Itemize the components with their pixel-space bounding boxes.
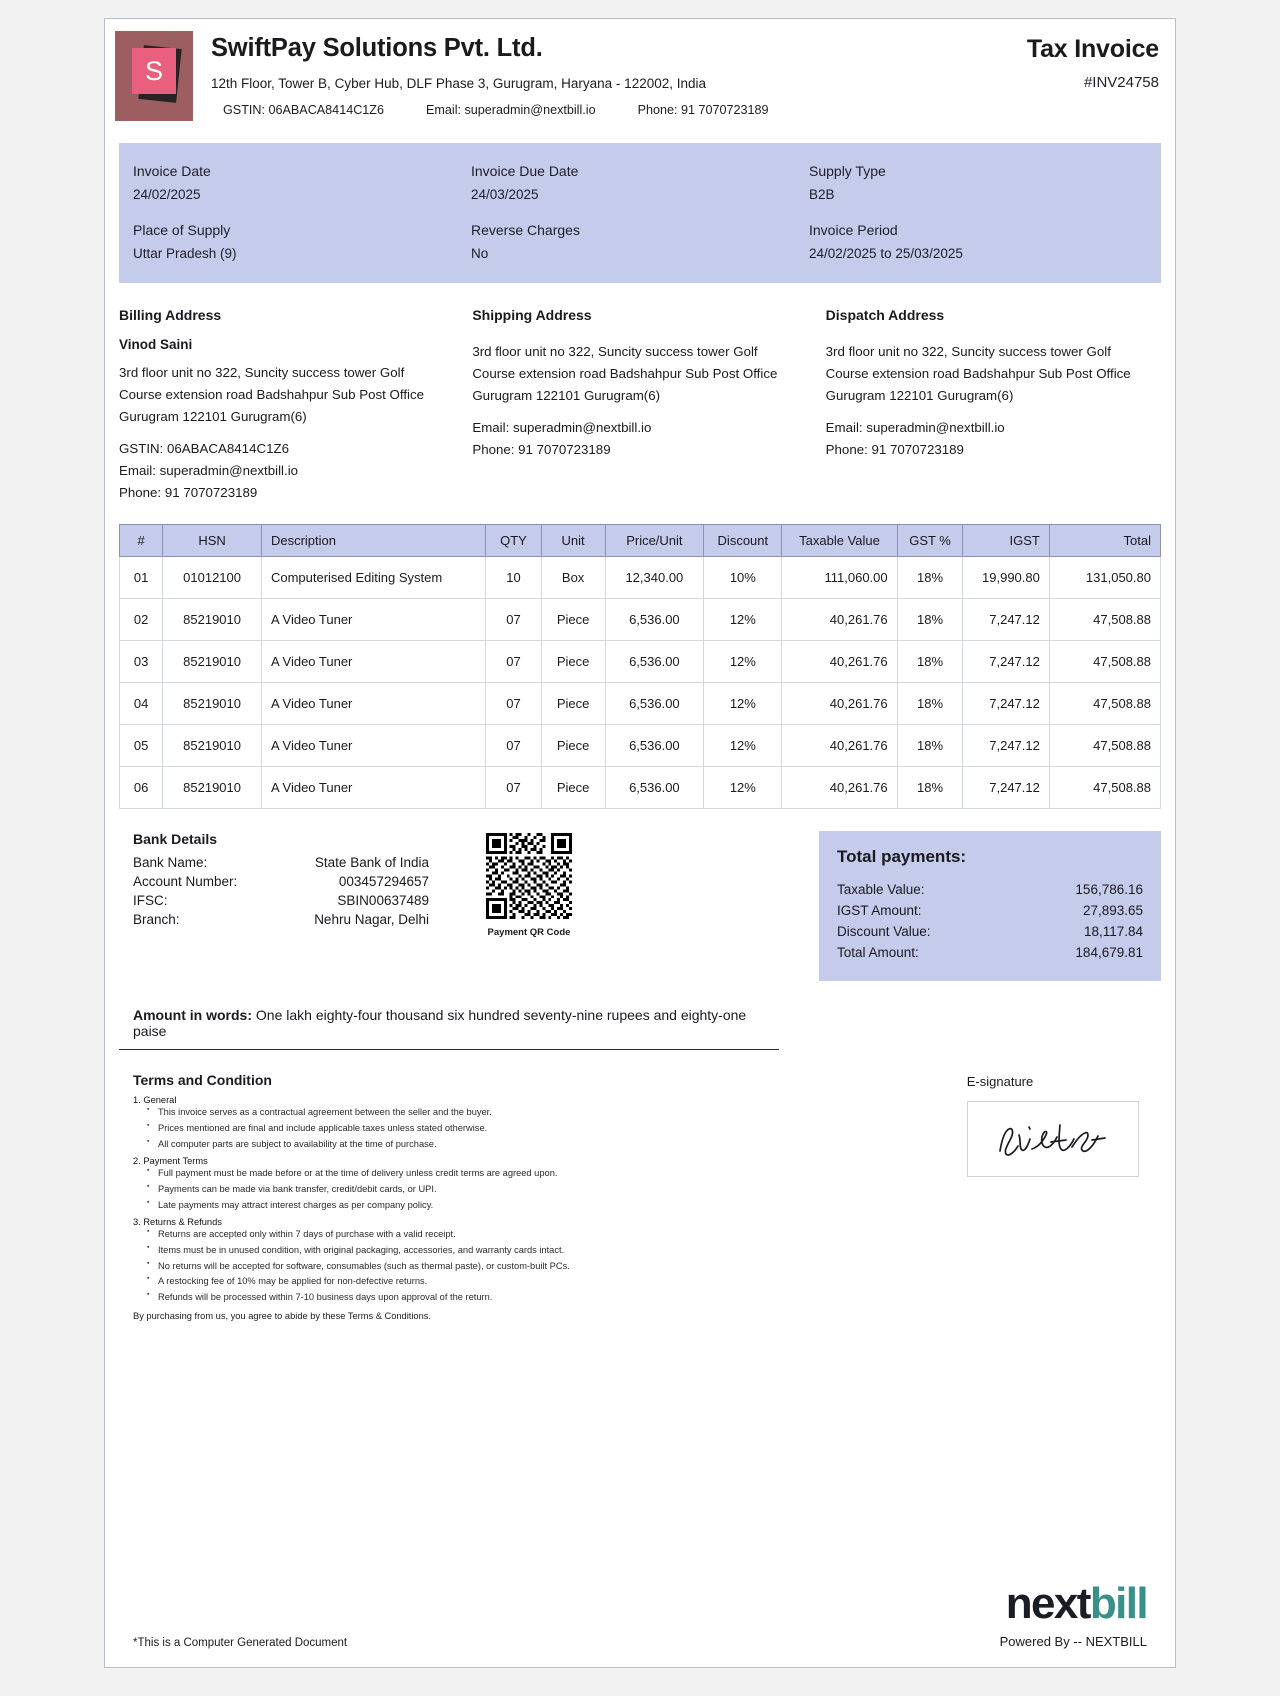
totals-discount-row	[837, 921, 1143, 942]
cell-hsn: 85219010	[163, 682, 262, 724]
cell-total: 47,508.88	[1049, 598, 1160, 640]
cell-hsn: 85219010	[163, 640, 262, 682]
cell-unit: Piece	[541, 682, 605, 724]
shipping-email: Email: superadmin@nextbill.io	[472, 419, 652, 435]
bank-details-title: Bank Details	[133, 830, 218, 847]
billing-address-block	[119, 307, 454, 504]
cell-discount: 12%	[704, 598, 782, 640]
col-header-description: Description	[261, 524, 485, 556]
cell-description: A Video Tuner	[261, 724, 485, 766]
bank-branch-value: Nehru Nagar, Delhi	[314, 911, 429, 927]
brand-row	[133, 1579, 1147, 1628]
table-row	[120, 724, 1161, 766]
cell-hsn: 85219010	[163, 766, 262, 808]
cell-qty: 07	[486, 682, 542, 724]
cell-description: A Video Tuner	[261, 598, 485, 640]
document-title: Tax Invoice	[1026, 35, 1159, 63]
terms-title: Terms and Condition	[133, 1071, 272, 1088]
col-header-unit: Unit	[541, 524, 605, 556]
cell-taxable-value: 40,261.76	[782, 724, 897, 766]
cell-discount: 12%	[704, 682, 782, 724]
signature-label: E-signature	[966, 1073, 1034, 1089]
table-row	[120, 682, 1161, 724]
cell-hsn: 85219010	[163, 598, 262, 640]
cell-description: Computerised Editing System	[261, 556, 485, 598]
bank-ifsc-label: IFSC:	[133, 892, 168, 908]
list-item: ▪ Refunds will be processed within 7-10 business days upon approval of the return.	[147, 1290, 839, 1306]
list-item: ▪ This invoice serves as a contractual agreement between the seller and the buyer.	[147, 1105, 839, 1121]
cell-gst-pct: 18%	[897, 598, 963, 640]
cell-taxable-value: 40,261.76	[782, 682, 897, 724]
dispatch-line-1: 3rd floor unit no 322, Suncity success tower Golf	[825, 344, 1111, 359]
company-email: Email: superadmin@nextbill.io	[426, 102, 596, 117]
cell-gst-pct: 18%	[897, 682, 963, 724]
nextbill-logo	[1005, 1579, 1147, 1628]
cell-igst: 19,990.80	[963, 556, 1049, 598]
col-header-taxable-value: Taxable Value	[782, 524, 897, 556]
field-place-of-supply	[133, 222, 471, 261]
cell-total: 131,050.80	[1049, 556, 1160, 598]
cell-price-unit: 6,536.00	[605, 766, 704, 808]
company-gstin: GSTIN: 06ABACA8414C1Z6	[223, 102, 384, 117]
terms-section-general-title: 1. General	[133, 1094, 177, 1105]
bank-branch-row	[133, 910, 429, 929]
cell-taxable-value: 40,261.76	[782, 598, 897, 640]
shipping-phone: Phone: 91 7070723189	[472, 441, 611, 457]
bank-name-row	[133, 853, 429, 872]
cell-discount: 10%	[704, 556, 782, 598]
signature-block	[839, 1072, 1161, 1322]
cell-description: A Video Tuner	[261, 682, 485, 724]
bank-ifsc-row	[133, 891, 429, 910]
list-item: ▪ Late payments may attract interest charges as per company policy.	[147, 1198, 839, 1214]
cell-discount: 12%	[704, 766, 782, 808]
qr-code-icon[interactable]	[486, 833, 572, 919]
cell-taxable-value: 40,261.76	[782, 766, 897, 808]
billing-gstin: GSTIN: 06ABACA8414C1Z6	[119, 440, 289, 456]
cell-unit: Box	[541, 556, 605, 598]
invoice-date-label: Invoice Date	[133, 163, 211, 179]
cell-gst-pct: 18%	[897, 556, 963, 598]
dispatch-line-2: Course extension road Badshahpur Sub Post Office	[825, 365, 1131, 381]
invoice-due-date-label: Invoice Due Date	[471, 163, 579, 179]
list-item: ▪ Items must be in unused condition, with original packaging, accessories, and warranty cards intact.	[147, 1243, 839, 1259]
cell-igst: 7,247.12	[963, 682, 1049, 724]
cell-unit: Piece	[541, 724, 605, 766]
invoice-period-value: 24/02/2025 to 25/03/2025	[809, 246, 963, 261]
terms-signature-row	[105, 1050, 1175, 1322]
computer-generated-note: *This is a Computer Generated Document	[133, 1637, 348, 1649]
field-invoice-period	[809, 222, 1147, 261]
col-header-price-unit: Price/Unit	[605, 524, 704, 556]
field-invoice-due-date	[471, 163, 809, 202]
cell-gst-pct: 18%	[897, 724, 963, 766]
cell-price-unit: 6,536.00	[605, 724, 704, 766]
amount-in-words-label: Amount in words:	[133, 1006, 252, 1023]
billing-line-2: Course extension road Badshahpur Sub Post Office	[119, 386, 425, 402]
totals-igst-row	[837, 900, 1143, 921]
bank-name-value: State Bank of India	[314, 854, 429, 870]
list-item: ▪ No returns will be accepted for software, consumables (such as thermal paste), or custom-built PCs.	[147, 1259, 839, 1275]
cell-gst-pct: 18%	[897, 640, 963, 682]
dispatch-email: Email: superadmin@nextbill.io	[825, 419, 1005, 435]
cell-price-unit: 12,340.00	[605, 556, 704, 598]
list-item: ▪ All computer parts are subject to availability at the time of purchase.	[147, 1137, 839, 1153]
list-item: ▪ Returns are accepted only within 7 days of purchase with a valid receipt.	[147, 1227, 839, 1243]
totals-igst-label: IGST Amount:	[837, 902, 922, 918]
logo-letter: S	[144, 55, 163, 86]
billing-line-3: Gurugram 122101 Gurugram(6)	[119, 408, 307, 424]
cell-taxable-value: 40,261.76	[782, 640, 897, 682]
invoice-date-value: 24/02/2025	[133, 187, 201, 202]
billing-line-1: 3rd floor unit no 322, Suncity success tower Golf	[119, 365, 405, 380]
totals-discount-label: Discount Value:	[837, 923, 931, 939]
company-address: 12th Floor, Tower B, Cyber Hub, DLF Phase 3, Gurugram, Haryana - 122002, India	[211, 75, 707, 91]
cell-igst: 7,247.12	[963, 766, 1049, 808]
table-row	[120, 640, 1161, 682]
list-item: ▪ Payments can be made via bank transfer, credit/debit cards, or UPI.	[147, 1182, 839, 1198]
info-band-wrap	[105, 143, 1175, 283]
page-footer	[105, 1579, 1175, 1667]
items-table-wrap	[105, 512, 1175, 809]
items-table-header-row	[120, 524, 1161, 556]
cell-total: 47,508.88	[1049, 640, 1160, 682]
cell-sn: 04	[120, 682, 163, 724]
cell-taxable-value: 111,060.00	[782, 556, 897, 598]
reverse-charges-label: Reverse Charges	[471, 222, 580, 238]
cell-hsn: 85219010	[163, 724, 262, 766]
company-phone: Phone: 91 7070723189	[637, 102, 769, 117]
totals-title: Total payments:	[837, 846, 967, 866]
dispatch-address-lines	[826, 341, 1161, 407]
totals-total-value: 184,679.81	[1075, 944, 1143, 960]
shipping-address-title: Shipping Address	[472, 307, 592, 323]
billing-phone: Phone: 91 7070723189	[119, 484, 258, 500]
cell-discount: 12%	[704, 640, 782, 682]
cell-qty: 07	[486, 724, 542, 766]
invoice-header	[105, 19, 1175, 127]
totals-taxable-row	[837, 879, 1143, 900]
shipping-address-lines	[472, 341, 807, 407]
totals-total-label: Total Amount:	[837, 944, 919, 960]
company-logo	[115, 31, 193, 121]
bank-qr-totals-row	[105, 809, 1175, 981]
terms-footer-note: By purchasing from us, you agree to abide by these Terms & Conditions.	[133, 1311, 432, 1322]
footer-bottom-row	[133, 1626, 1147, 1649]
terms-block	[119, 1072, 839, 1322]
cell-unit: Piece	[541, 766, 605, 808]
supply-type-value: B2B	[809, 187, 835, 202]
bank-account-row	[133, 872, 429, 891]
col-header-igst: IGST	[963, 524, 1049, 556]
totals-panel	[819, 831, 1161, 981]
cell-unit: Piece	[541, 598, 605, 640]
payment-qr-block	[429, 831, 629, 981]
totals-total-row	[837, 942, 1143, 963]
brand-first-part: next	[1005, 1579, 1090, 1628]
shipping-line-3: Gurugram 122101 Gurugram(6)	[472, 387, 661, 403]
list-item: ▪ Full payment must be made before or at the time of delivery unless credit terms are agreed upon.	[147, 1166, 839, 1182]
col-header-discount: Discount	[704, 524, 782, 556]
company-contact-row	[211, 103, 1027, 117]
mid-spacer	[629, 831, 819, 981]
reverse-charges-value: No	[471, 246, 489, 261]
cell-total: 47,508.88	[1049, 766, 1160, 808]
cell-discount: 12%	[704, 724, 782, 766]
addresses-section	[105, 283, 1175, 512]
table-row	[120, 556, 1161, 598]
shipping-line-2: Course extension road Badshahpur Sub Post Office	[472, 365, 778, 381]
billing-address-lines	[119, 362, 454, 428]
company-name: SwiftPay Solutions Pvt. Ltd.	[211, 34, 543, 62]
cell-price-unit: 6,536.00	[605, 682, 704, 724]
shipping-line-1: 3rd floor unit no 322, Suncity success tower Golf	[472, 344, 758, 359]
amount-in-words	[119, 1007, 779, 1050]
totals-igst-value: 27,893.65	[1082, 902, 1143, 918]
bank-details-block	[119, 831, 429, 981]
amount-in-words-wrap	[105, 981, 1175, 1050]
bank-account-label: Account Number:	[133, 873, 238, 889]
billing-contact	[119, 438, 454, 504]
cell-qty: 10	[486, 556, 542, 598]
cell-hsn: 01012100	[163, 556, 262, 598]
terms-section-payment-list	[147, 1166, 839, 1214]
cell-total: 47,508.88	[1049, 682, 1160, 724]
terms-section-returns-list	[147, 1227, 839, 1307]
terms-section-payment-title: 2. Payment Terms	[133, 1155, 208, 1166]
items-table-body	[120, 556, 1161, 808]
cell-sn: 03	[120, 640, 163, 682]
list-item: ▪ A restocking fee of 10% may be applied for non-defective returns.	[147, 1274, 839, 1290]
cell-sn: 06	[120, 766, 163, 808]
col-header-hsn: HSN	[163, 524, 262, 556]
place-of-supply-label: Place of Supply	[133, 222, 231, 238]
billing-email: Email: superadmin@nextbill.io	[119, 462, 299, 478]
totals-taxable-label: Taxable Value:	[837, 881, 925, 897]
cell-description: A Video Tuner	[261, 766, 485, 808]
bank-name-label: Bank Name:	[133, 854, 208, 870]
shipping-address-block	[472, 307, 807, 504]
document-title-block	[1027, 31, 1165, 91]
totals-taxable-value: 156,786.16	[1075, 881, 1143, 897]
place-of-supply-value: Uttar Pradesh (9)	[133, 246, 237, 261]
dispatch-contact	[826, 417, 1161, 461]
cell-sn: 02	[120, 598, 163, 640]
cell-total: 47,508.88	[1049, 724, 1160, 766]
cell-gst-pct: 18%	[897, 766, 963, 808]
field-supply-type	[809, 163, 1147, 202]
items-table	[119, 524, 1161, 809]
cell-price-unit: 6,536.00	[605, 598, 704, 640]
totals-discount-value: 18,117.84	[1083, 923, 1143, 939]
cell-qty: 07	[486, 598, 542, 640]
dispatch-address-block	[826, 307, 1161, 504]
cell-igst: 7,247.12	[963, 598, 1049, 640]
signature-icon	[988, 1111, 1118, 1167]
table-row	[120, 766, 1161, 808]
signature-box	[967, 1101, 1139, 1177]
col-header-sn: #	[120, 524, 163, 556]
bank-account-value: 003457294657	[338, 873, 429, 889]
qr-caption: Payment QR Code	[487, 926, 571, 938]
col-header-gst-pct: GST %	[897, 524, 963, 556]
field-reverse-charges	[471, 222, 809, 261]
invoice-due-date-value: 24/03/2025	[471, 187, 539, 202]
dispatch-address-title: Dispatch Address	[825, 307, 945, 323]
amount-in-words-value: One lakh eighty-four thousand six hundred seventy-nine rupees and eighty-one paise	[133, 1006, 747, 1039]
col-header-qty: QTY	[486, 524, 542, 556]
shipping-contact	[472, 417, 807, 461]
field-invoice-date	[133, 163, 471, 202]
cell-sn: 05	[120, 724, 163, 766]
terms-section-returns-title: 3. Returns & Refunds	[133, 1216, 222, 1227]
cell-igst: 7,247.12	[963, 640, 1049, 682]
invoice-page	[104, 18, 1176, 1668]
bank-ifsc-value: SBIN00637489	[337, 892, 429, 908]
invoice-info-band	[119, 143, 1161, 283]
invoice-period-label: Invoice Period	[809, 222, 898, 238]
billing-customer-name: Vinod Saini	[119, 337, 193, 352]
cell-unit: Piece	[541, 640, 605, 682]
invoice-number: #INV24758	[1083, 74, 1159, 91]
table-row	[120, 598, 1161, 640]
cell-sn: 01	[120, 556, 163, 598]
list-item: ▪ Prices mentioned are final and include applicable taxes unless stated otherwise.	[147, 1121, 839, 1137]
dispatch-line-3: Gurugram 122101 Gurugram(6)	[825, 387, 1014, 403]
cell-description: A Video Tuner	[261, 640, 485, 682]
brand-second-part: bill	[1089, 1579, 1147, 1628]
terms-section-general-list	[147, 1105, 839, 1153]
cell-price-unit: 6,536.00	[605, 640, 704, 682]
supply-type-label: Supply Type	[809, 163, 886, 179]
cell-qty: 07	[486, 766, 542, 808]
company-info	[193, 31, 1027, 117]
powered-by-note: Powered By -- NEXTBILL	[999, 1634, 1147, 1649]
cell-igst: 7,247.12	[963, 724, 1049, 766]
dispatch-phone: Phone: 91 7070723189	[825, 441, 964, 457]
bank-branch-label: Branch:	[133, 911, 180, 927]
col-header-total: Total	[1049, 524, 1160, 556]
cell-qty: 07	[486, 640, 542, 682]
billing-address-title: Billing Address	[119, 307, 222, 323]
